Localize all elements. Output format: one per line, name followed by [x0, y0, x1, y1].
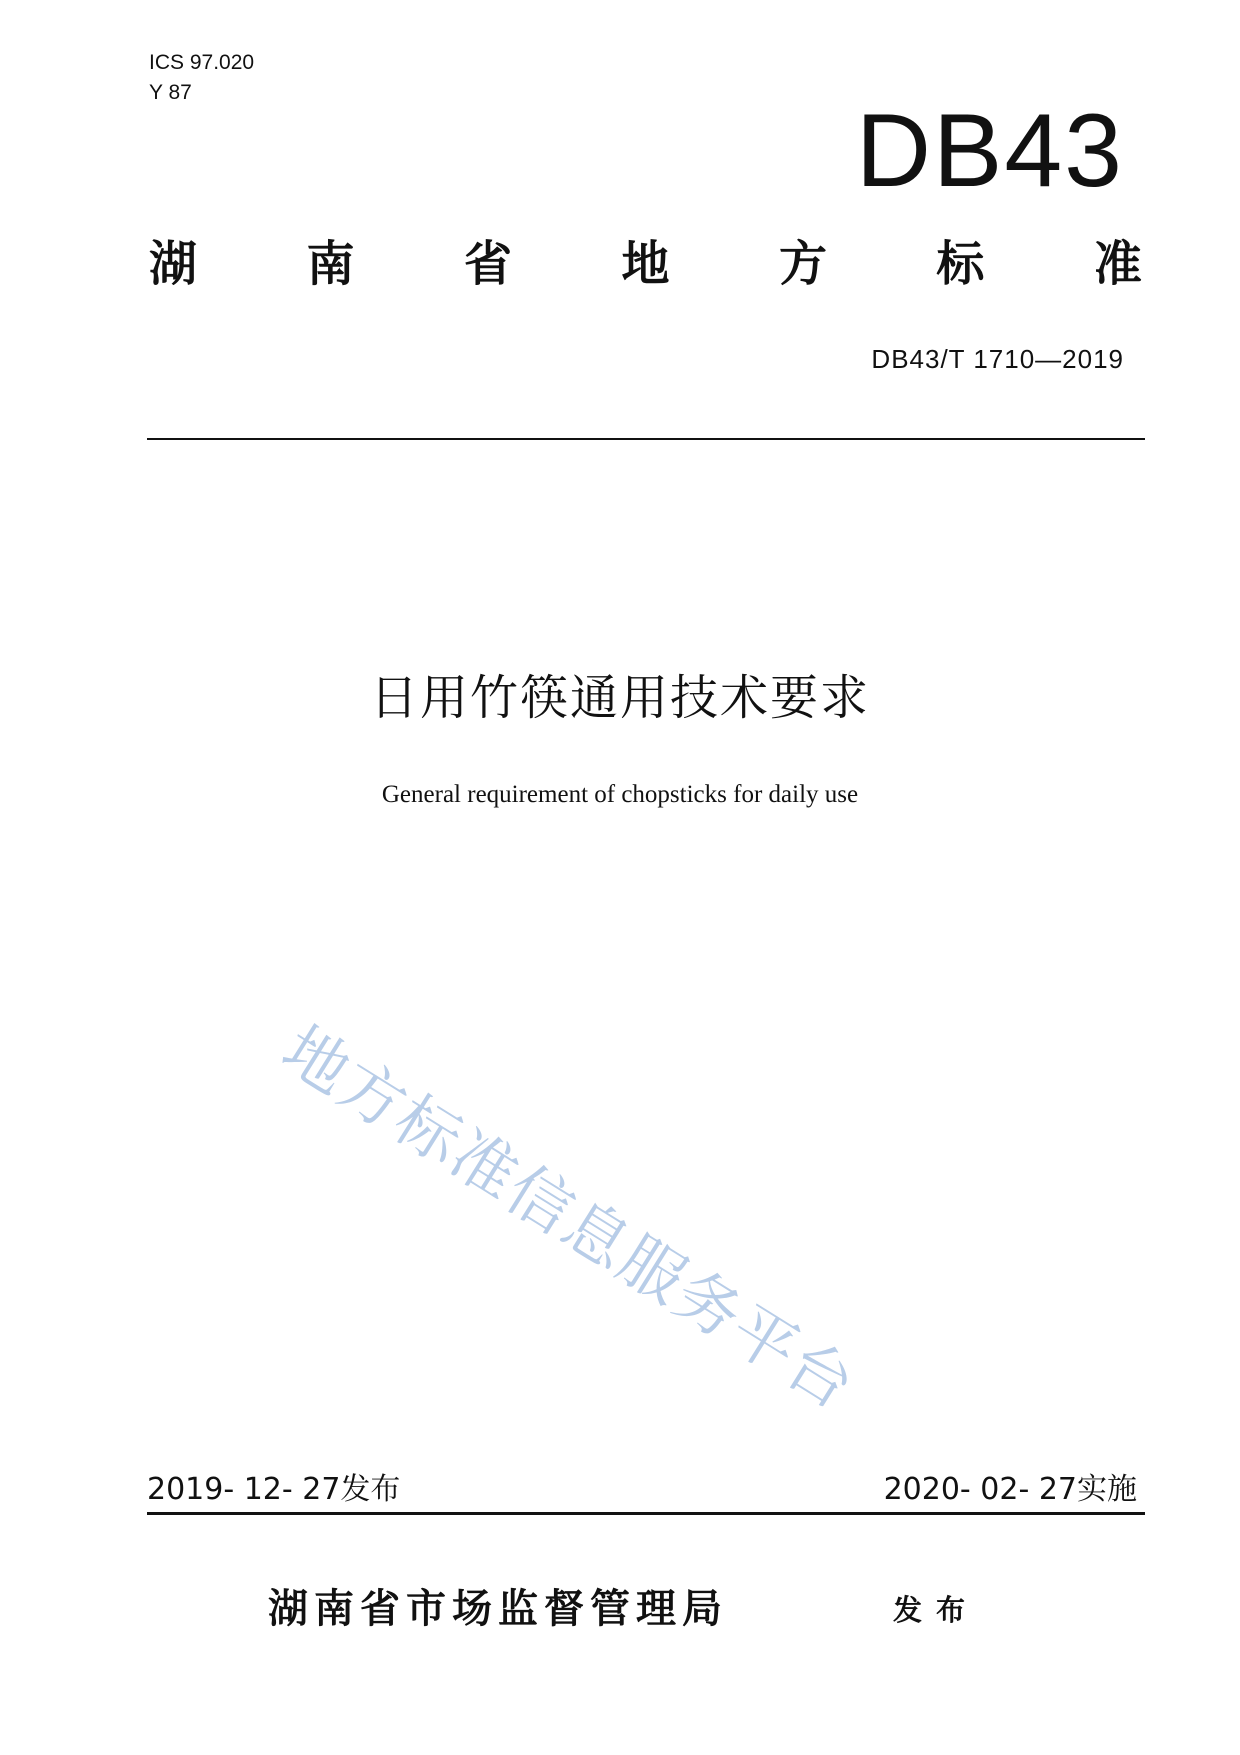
standard-type-char: 湖 — [149, 236, 198, 292]
standard-type-char: 准 — [1093, 236, 1142, 292]
footer-divider — [147, 1512, 1145, 1515]
standard-type-char: 方 — [778, 236, 827, 292]
implementation-date: 2020- 02- 27实施 — [883, 1472, 1137, 1507]
standard-type-char: 地 — [621, 236, 670, 292]
document-title: 日用竹筷通用技术要求 — [369, 670, 870, 726]
issuing-authority: 湖南省市场监督管理局 — [268, 1586, 728, 1632]
standard-type-char: 省 — [463, 236, 512, 292]
document-subtitle-english: General requirement of chopsticks for daily use — [381, 781, 859, 808]
watermark: 地方标准信息服务平台 — [269, 1012, 869, 1426]
standard-type-char: 南 — [306, 236, 355, 292]
standard-type — [149, 234, 1142, 294]
class-code: Y 87 — [149, 81, 192, 104]
issue-label: 发布 — [893, 1593, 980, 1627]
ics-code: ICS 97.020 — [149, 51, 255, 74]
classification-codes — [149, 48, 254, 108]
standard-number: DB43/T 1710—2019 — [871, 344, 1124, 374]
db-code: DB43 — [855, 93, 1124, 209]
standard-type-char: 标 — [936, 236, 985, 292]
header-divider — [147, 438, 1145, 440]
issue-date: 2019- 12- 27发布 — [147, 1472, 401, 1507]
